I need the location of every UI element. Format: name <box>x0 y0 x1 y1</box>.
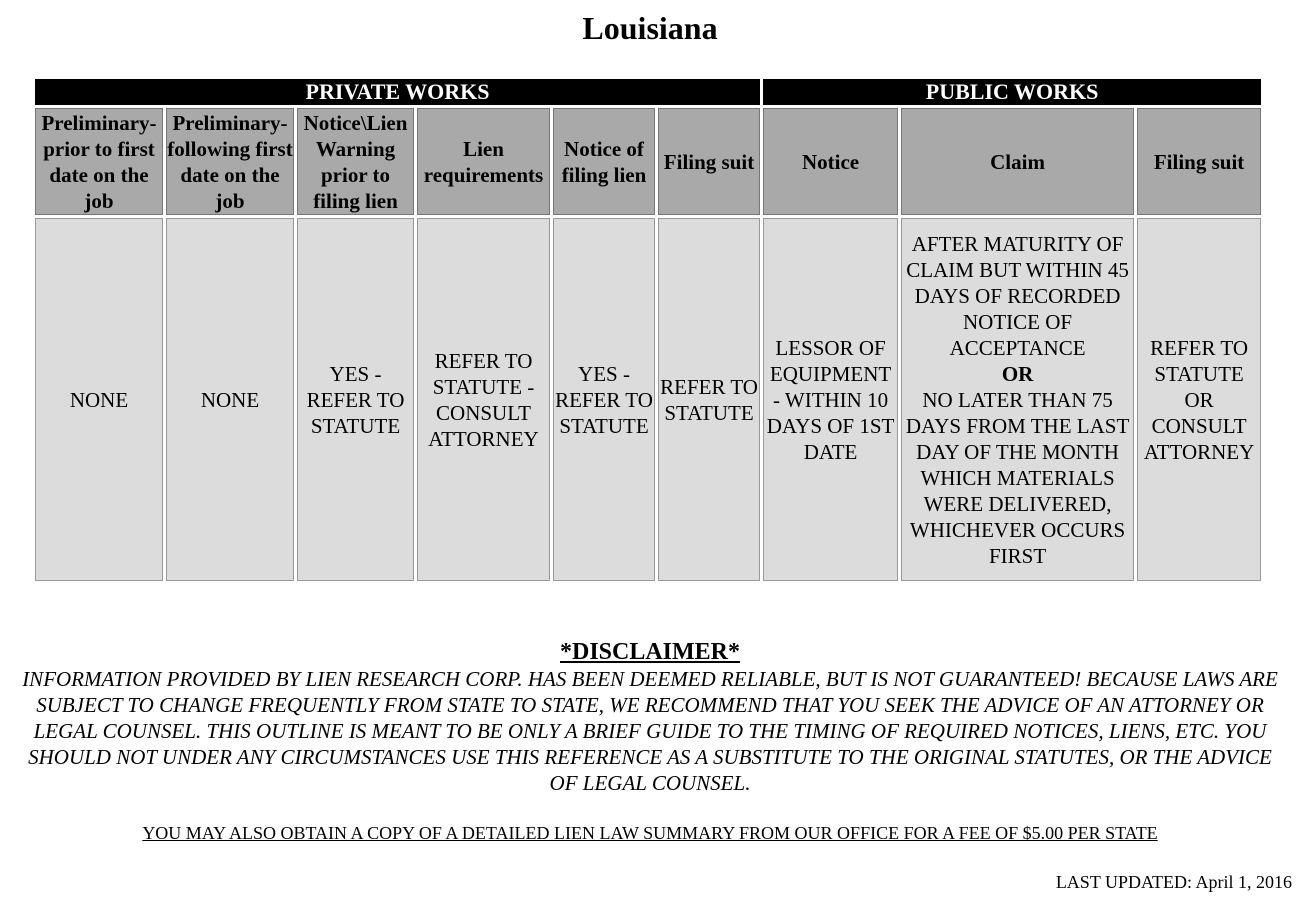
page-title: Louisiana <box>582 10 718 46</box>
private-works-header: PRIVATE WORKS <box>35 79 760 105</box>
table-row <box>35 218 1261 581</box>
disclaimer-title: *DISCLAIMER* <box>559 639 741 665</box>
column-header: Notice of filing lien <box>553 108 655 215</box>
column-header: Notice <box>763 108 898 215</box>
column-header: Filing suit <box>658 108 760 215</box>
claim-text-part1: AFTER MATURITY OF CLAIM BUT WITHIN 45 DAYS OF RECORDED NOTICE OF ACCEPTANCE <box>906 231 1129 360</box>
table-cell: YES - REFER TO STATUTE <box>553 218 655 581</box>
column-header: Claim <box>901 108 1134 215</box>
lien-table <box>32 76 1264 584</box>
table-cell: NONE <box>35 218 163 581</box>
disclaimer-text: INFORMATION PROVIDED BY LIEN RESEARCH CORP. HAS BEEN DEEMED RELIABLE, BUT IS NOT GUARANTEED! BECAUSE LAWS ARE SUBJECT TO CHANGE FREQUENTLY FROM STATE TO STATE, WE RECOMMEND THAT YOU SEEK THE ADVICE OF AN ATTORNEY OR LEGAL COUNSEL. THIS OUTLINE IS MEANT TO BE ONLY A BRIEF GUIDE TO THE TIMING OF REQUIRED NOTICES, LIENS, ETC. YOU SHOULD NOT UNDER ANY CIRCUMSTANCES USE THIS REFERENCE AS A SUBSTITUTE TO THE ORIGINAL STATUTES, OR THE ADVICE OF LEGAL COUNSEL. <box>22 667 1278 795</box>
last-updated: LAST UPDATED: April 1, 2016 <box>1055 872 1292 892</box>
column-header: Notice\Lien Warning prior to filing lien <box>297 108 414 215</box>
column-header: Lien requirements <box>417 108 550 215</box>
claim-or: OR <box>1001 361 1034 386</box>
claim-text-part2: NO LATER THAN 75 DAYS FROM THE LAST DAY OF THE MONTH WHICH MATERIALS WERE DELIVERED, WHICHEVER OCCURS FIRST <box>905 387 1130 568</box>
column-header: Preliminary- following first date on the job <box>166 108 294 215</box>
table-cell: YES - REFER TO STATUTE <box>297 218 414 581</box>
disclaimer <box>10 638 1290 796</box>
table-cell: REFER TO STATUTE <box>658 218 760 581</box>
public-works-header: PUBLIC WORKS <box>763 79 1261 105</box>
table-cell: REFER TO STATUTE OR CONSULT ATTORNEY <box>1137 218 1261 581</box>
table-cell: LESSOR OF EQUIPMENT - WITHIN 10 DAYS OF 1ST DATE <box>763 218 898 581</box>
column-header: Preliminary- prior to first date on the job <box>35 108 163 215</box>
claim-cell <box>901 218 1134 581</box>
column-header: Filing suit <box>1137 108 1261 215</box>
lien-summary-link[interactable]: YOU MAY ALSO OBTAIN A COPY OF A DETAILED LIEN LAW SUMMARY FROM OUR OFFICE FOR A FEE OF $5.00 PER STATE <box>142 823 1158 843</box>
table-cell: NONE <box>166 218 294 581</box>
table-cell: REFER TO STATUTE - CONSULT ATTORNEY <box>417 218 550 581</box>
